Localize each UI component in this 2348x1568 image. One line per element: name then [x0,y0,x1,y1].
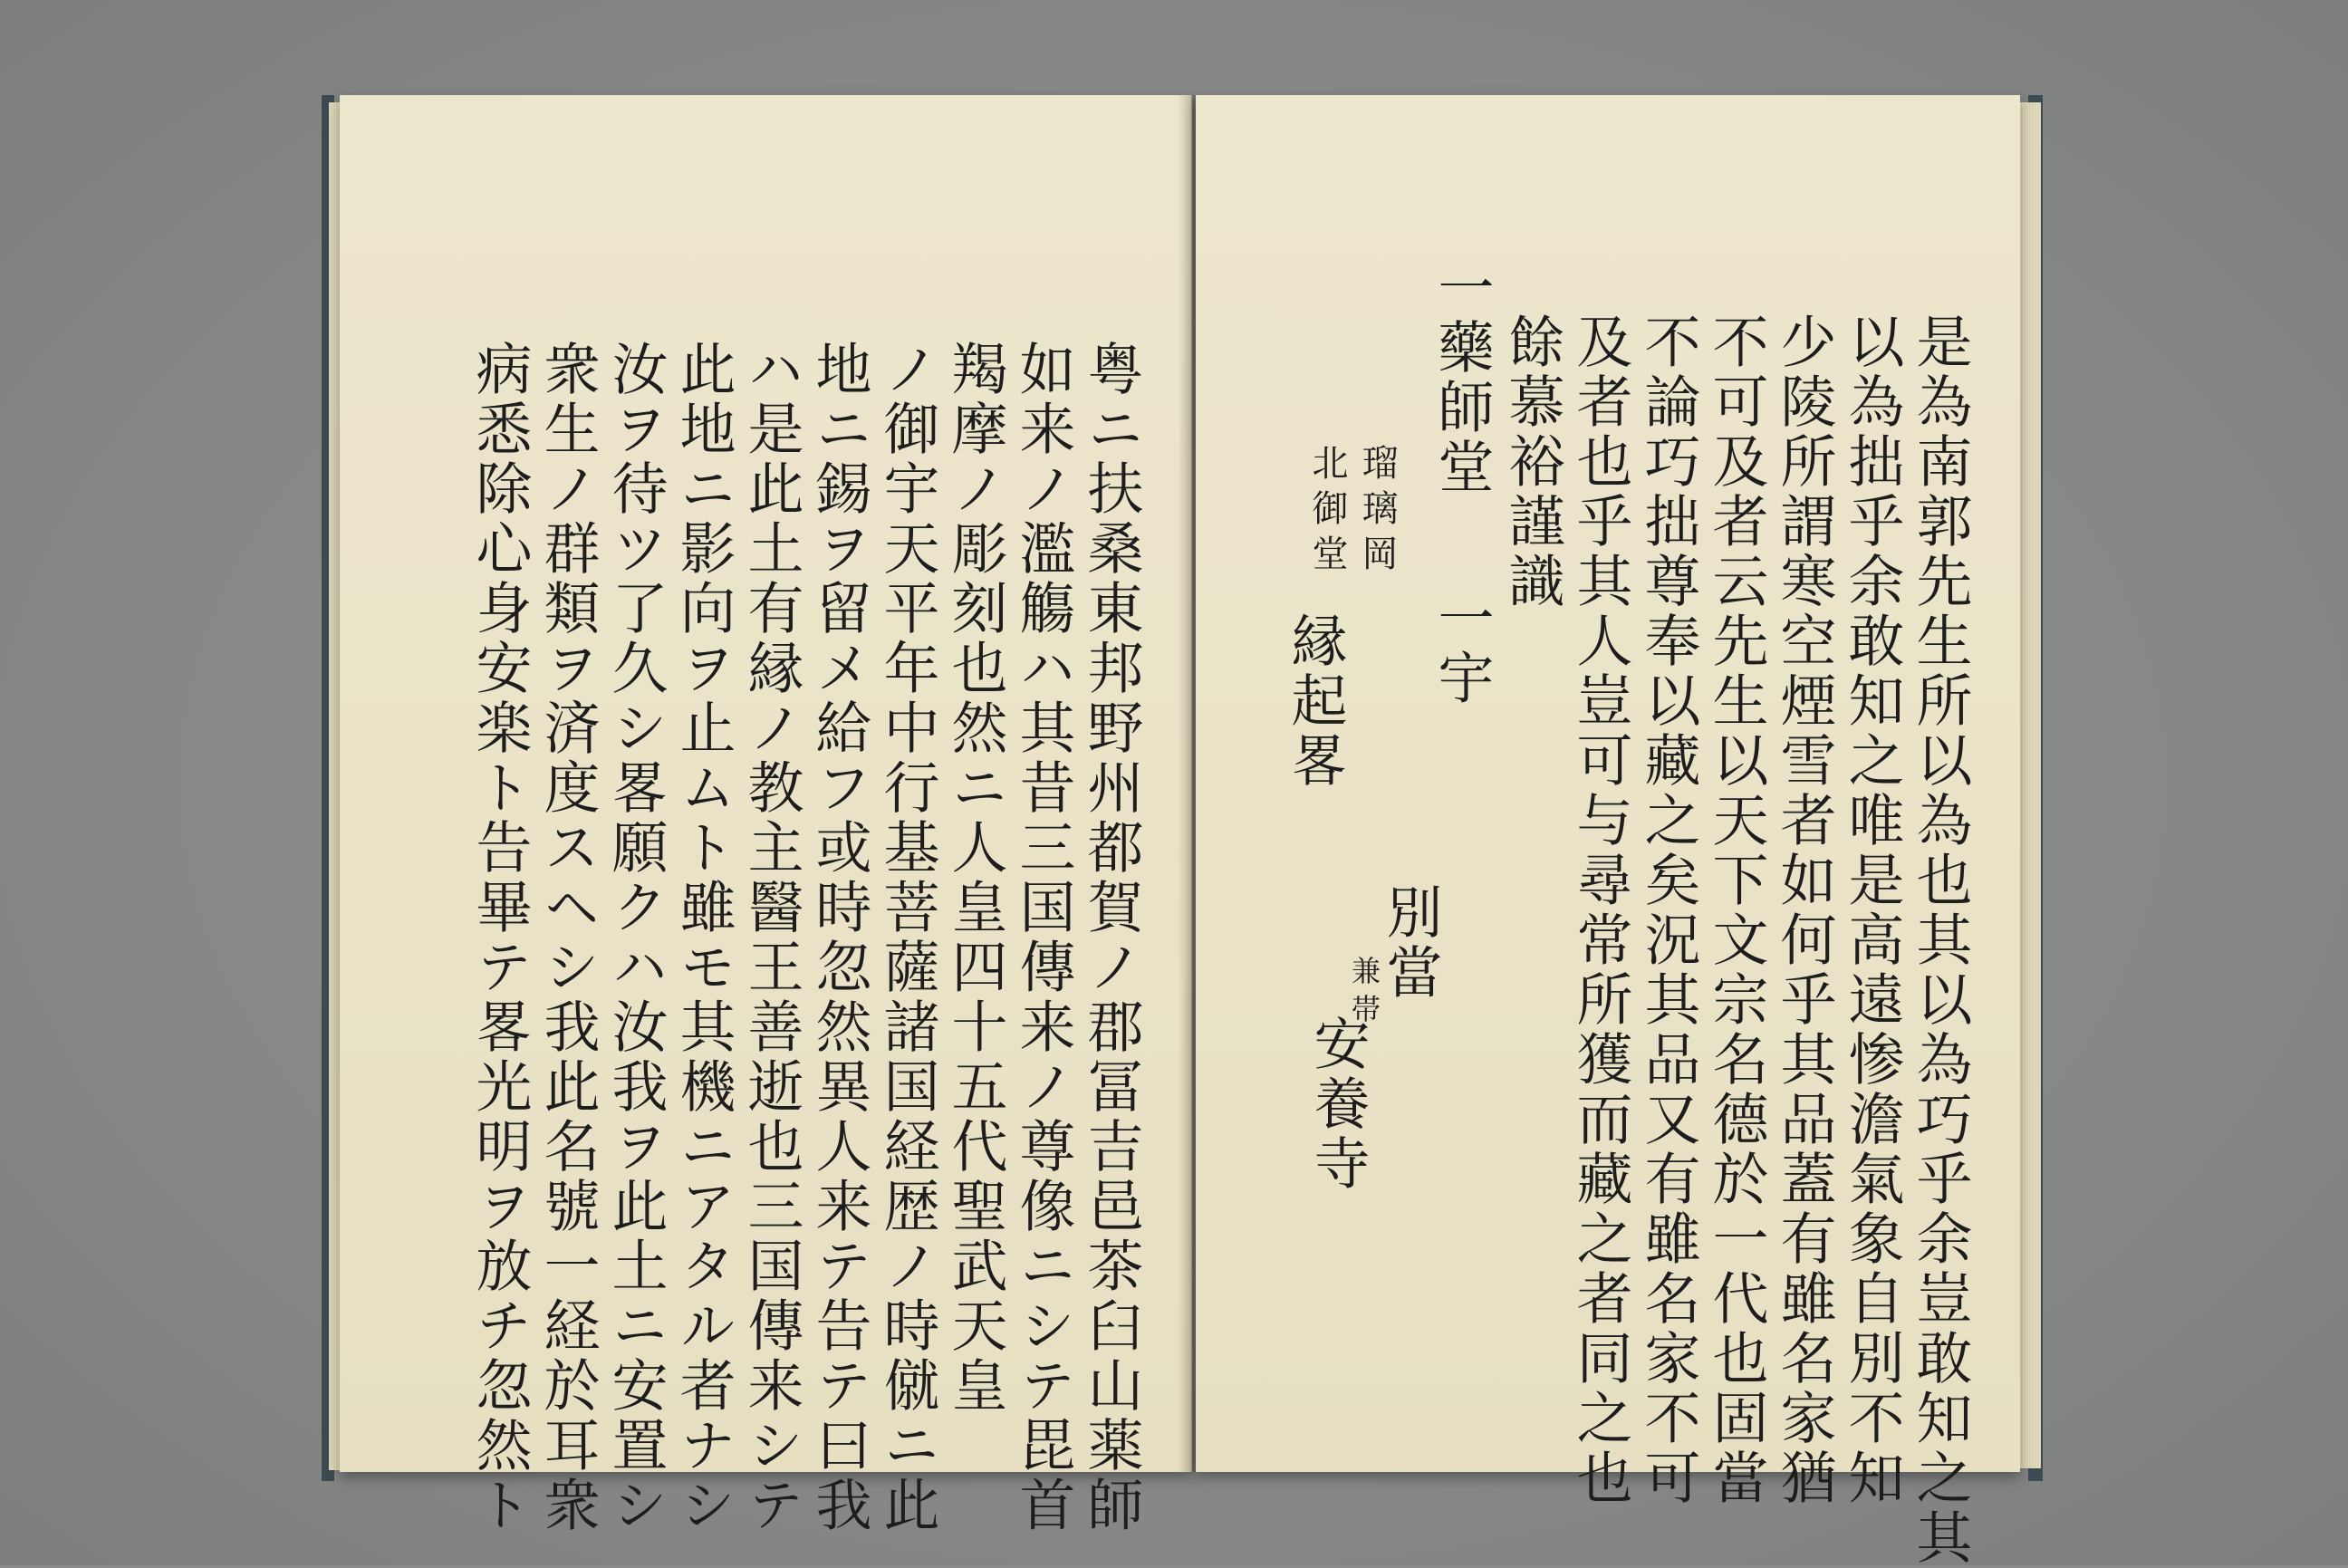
left-column-6: ハ是此土有縁ノ教主醫王善逝也三国傳来シテ [738,340,804,1535]
betto-label: 別當 [1377,883,1443,1003]
left-column-7: 此地ニ影向ヲ止ムト雖モ其機ニアタル者ナシ [670,340,736,1535]
location-line-1: 瑠璃岡 [1356,444,1398,580]
left-column-4: ノ御宇天平年中行基菩薩諸国経歴ノ時僦ニ此 [874,340,940,1535]
right-column-5: 不論巧拙尊奉以藏之矣況其品又有雖名家不可 [1635,313,1701,1508]
right-column-4: 不可及者云先生以天下文宗名德於一代也固當 [1703,313,1769,1508]
left-page [340,95,1192,1535]
engi-title: 縁起畧 [1282,611,1348,791]
left-column-1: 粤ニ扶桑東邦野州都賀ノ郡冨吉邑茶臼山薬師 [1078,340,1144,1535]
betto-sub-label: 兼帯 [1347,956,1381,1032]
right-page [1196,95,2020,1568]
right-column-2: 以為拙乎余敢知之唯是高遠惨澹氣象自別不知 [1839,313,1905,1508]
left-column-9: 衆生ノ群類ヲ済度スヘシ我此名號一経於耳衆 [534,340,601,1535]
left-column-10: 病悉除心身安楽ト告畢テ畧光明ヲ放チ忽然ト [467,340,533,1535]
open-book [322,95,2043,1568]
location-line-2: 北御堂 [1306,444,1348,580]
section-title: 一藥師堂 [1429,258,1495,497]
left-column-3: 羯摩ノ彫刻也然ニ人皇四十五代聖武天皇 [942,340,1008,1416]
count-label: 一宇 [1429,589,1495,708]
left-column-8: 汝ヲ待ツ了久シ畧願クハ汝我ヲ此土ニ安置シ [602,340,669,1535]
temple-name: 安養寺 [1304,1015,1371,1194]
right-column-7: 餘慕裕謹識 [1499,313,1565,611]
right-column-1: 是為南郭先生所以為也其以為巧乎余豈敢知之其 [1907,313,1973,1568]
right-column-3: 少陵所謂寒空煙雪者如何乎其品蓋有雖名家猶 [1771,313,1837,1508]
left-column-2: 如来ノ濫觴ハ其昔三国傳来ノ尊像ニシテ毘首 [1010,340,1076,1535]
left-column-5: 地ニ錫ヲ留メ給フ或時忽然異人来テ告テ曰我 [806,340,872,1535]
right-column-6: 及者也乎其人豈可与尋常所獲而藏之者同之也 [1567,313,1633,1508]
